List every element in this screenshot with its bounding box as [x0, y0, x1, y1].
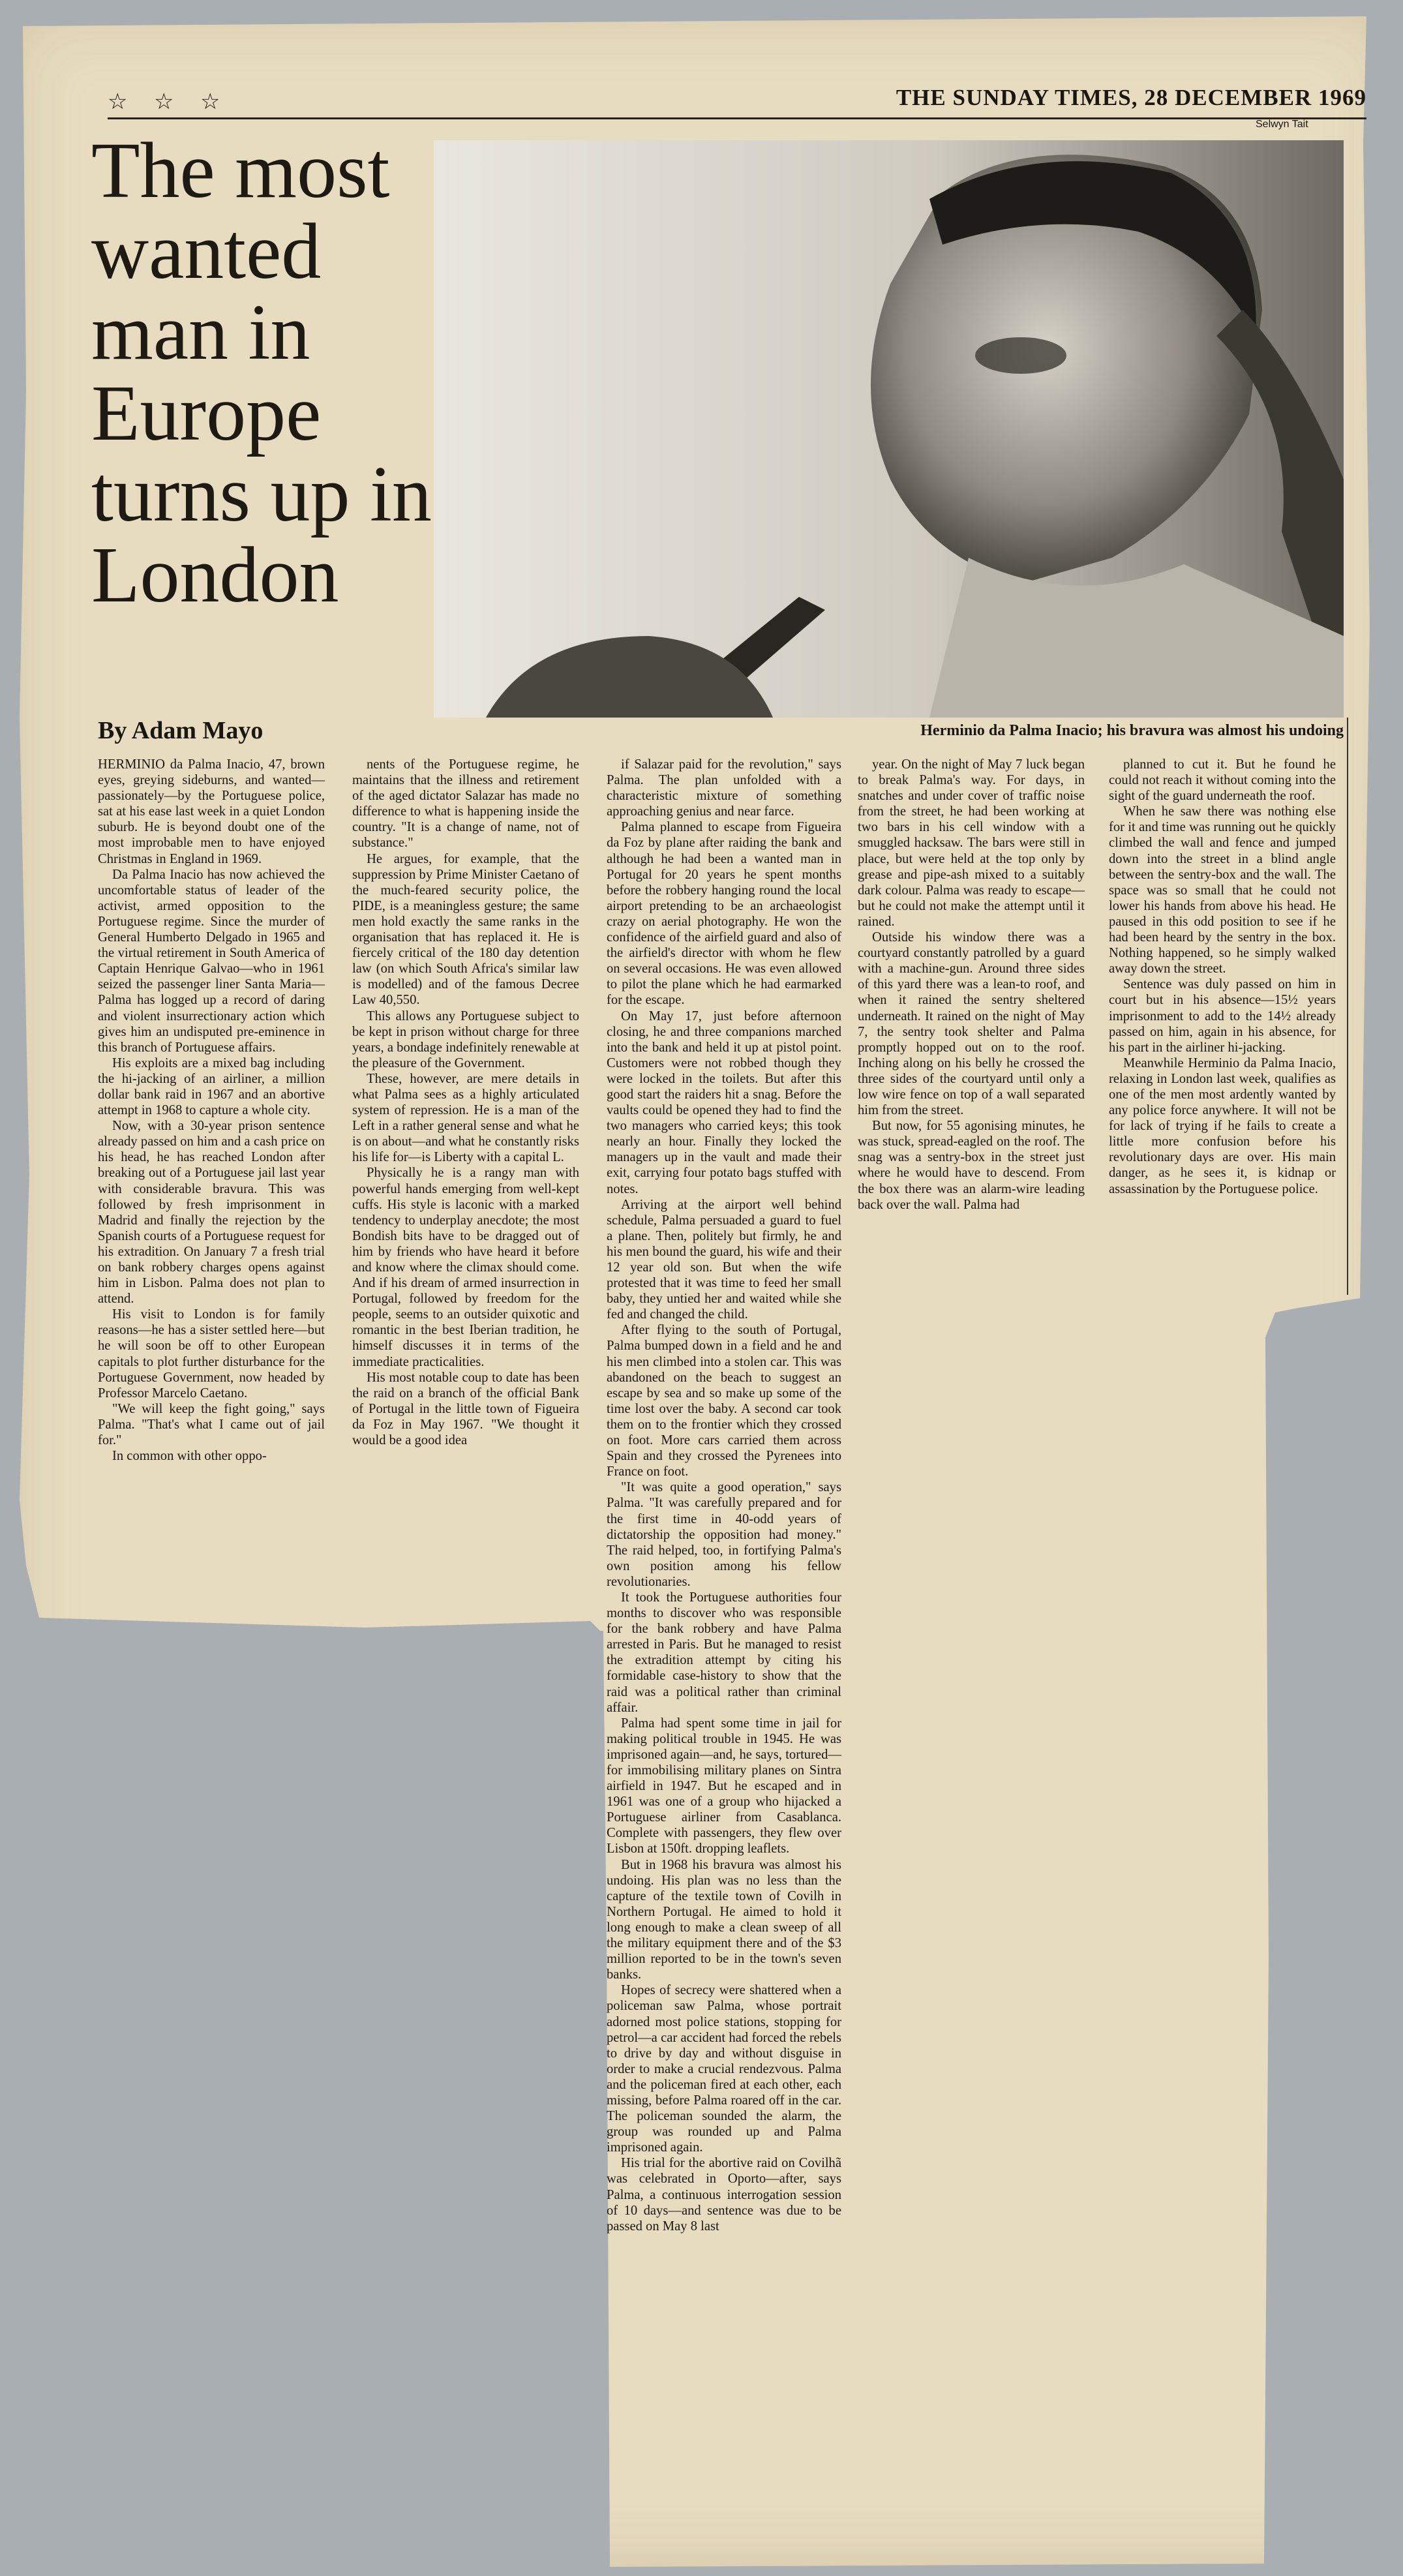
article-paragraph: if Salazar paid for the revolution," says Palma. The plan unfolded with a characteristic mixture of something approaching genius and near farce. — [607, 757, 841, 819]
portrait-photo — [434, 140, 1344, 718]
article-column-5 — [1109, 757, 1336, 1197]
article-paragraph: His visit to London is for family reasons—he has a sister settled here—but he will soon be off to other European capitals to plot further disturbance for the Portuguese Government, now headed by Professor Marcelo Caetano. — [98, 1307, 325, 1401]
article-paragraph: Physically he is a rangy man with powerful hands emerging from well-kept cuffs. His style is laconic with a marked tendency to underplay anecdote; the most Bondish bits have to be dragged out of him by friends who have heard it before and know where the climax should come. And if his dream of armed insurrection in Portugal, followed by freedom for the people, seems to an outsider quixotic and romantic in the best Iberian tradition, he himself discusses it in terms of the immediate practicalities. — [352, 1166, 579, 1369]
article-paragraph: Meanwhile Herminio da Palma Inacio, relaxing in London last week, qualifies as one of the men most ardently wanted by any police force anywhere. It will not be for lack of trying if he fails to create a little more confusion before his revolutionary days are over. His main danger, as he sees it, is kidnap or assassination by the Portuguese police. — [1109, 1055, 1336, 1196]
masthead — [108, 85, 1366, 119]
headline: The most wanted man in Europe turns up in London — [91, 127, 432, 619]
article-paragraph: Da Palma Inacio has now achieved the uncomfortable status of leader of the activist, armed opposition to the Portuguese regime. Since the murder of General Humberto Delgado in 1965 and the virtual retirement in South America of Captain Henrique Galvao—who in 1961 seized the passenger liner Santa Maria—Palma has logged up a record of daring and violent insurrectionary action which gives him an undisputed pre-eminence in this branch of Portuguese affairs. — [98, 867, 325, 1055]
article-paragraph: year. On the night of May 7 luck began to break Palma's way. For days, in snatches and under cover of traffic noise from the street, he had been working at two bars in his cell window with a smuggled hacksaw. The bars were still in place, but were held at the top only by grease and pipe-ash mixed to a suitably dark colour. Palma was ready to escape—but he could not make the attempt until it rained. — [858, 757, 1085, 929]
column-rule — [1347, 718, 1348, 1295]
portrait-image — [434, 140, 1344, 718]
article-paragraph: Sentence was duly passed on him in court but in his absence—15½ years imprisonment to add to the 14½ already passed on him, again in his absence, for his part in the airliner hi-jacking. — [1109, 977, 1336, 1055]
article-paragraph: Hopes of secrecy were shattered when a policeman saw Palma, whose portrait adorned most police stations, stopping for petrol—a car accident had forced the rebels to drive by day and without disguise in order to make a crucial rendezvous. Palma and the policeman fired at each other, each missing, before Palma roared off in the car. The policeman sounded the alarm, the group was rounded up and Palma imprisoned again. — [607, 1983, 841, 2155]
article-paragraph: In common with other oppo- — [112, 1449, 267, 1464]
article-paragraph: These, however, are mere details in what Palma sees as a highly articulated system of repression. He is a man of the Left in a rather general sense and what he is on about—and what he constantly risks his life for—is Liberty with a capital L. — [352, 1071, 579, 1165]
article-paragraph: Palma had spent some time in jail for making political trouble in 1945. He was imprisoned again—and, he says, tortured—for immobilising military planes on Sintra airfield in 1947. But he escaped and in 1961 was one of a group who hijacked a Portuguese airliner from Casablanca. Complete with passengers, they flew over Lisbon at 150ft. dropping leaflets. — [607, 1716, 841, 1856]
article-paragraph: Now, with a 30-year prison sentence already passed on him and a cash price on his head, he has reached London after breaking out of a Portuguese jail last year with considerable bravura. This was followed by fresh imprisonment in Madrid and finally the rejection by the Spanish courts of a Portuguese request for his extradition. On January 7 a fresh trial on bank robbery charges opens against him in Lisbon. Palma does not plan to attend. — [98, 1119, 325, 1307]
article-paragraph: nents of the Portuguese regime, he maintains that the illness and retirement of the aged dictator Salazar has made no difference to what is happening inside the country. "It is a change of name, not of substance." — [352, 757, 579, 851]
article-column-1 — [98, 757, 325, 1464]
article-paragraph: It took the Portuguese authorities four months to discover who was responsible for the bank robbery and have Palma arrested in Paris. But he managed to resist the extradition attempt by citing his formidable case-history to show that the raid was a political rather than criminal affair. — [607, 1590, 841, 1715]
edition-stars: ☆ ☆ ☆ — [108, 90, 231, 114]
article-paragraph: On May 17, just before afternoon closing, he and three companions marched into the bank and held it up at pistol point. Customers were not robbed though they were locked in the toilets. But after this good start the raiders hit a snag. Before the vaults could be opened they had to find the two managers who carried keys; this took nearly an hour. Finally they locked the managers up in the vault and made their exit, carrying four potato bags stuffed with notes. — [607, 1008, 841, 1196]
article-paragraph: This allows any Portuguese subject to be kept in prison without charge for three years, a bondage indefinitely renewable at the pleasure of the Government. — [352, 1008, 579, 1070]
byline: By Adam Mayo — [98, 717, 264, 744]
article-paragraph: He argues, for example, that the suppression by Prime Minister Caetano of the much-feared security police, the PIDE, is a meaningless gesture; the same men hold exactly the same ranks in the organisation that has replaced it. He is fiercely critical of the 180 day detention law (on which South Africa's similar law is modelled) and of the famous Decree Law 40,550. — [352, 851, 579, 1008]
article-paragraph: When he saw there was nothing else for it and time was running out he quickly climbed the wall and fence and jumped down into the street in a blind angle between the sentry-box and the wall. The space was so small that he could not lower his hands from above his head. He paused in this odd position to see if he had been heard by the sentry in the box. Nothing happened, so he simply walked away down the street. — [1109, 804, 1336, 977]
article-paragraph: HERMINIO da Palma Inacio, 47, brown eyes, greying sideburns, and wanted—passionately—by the Portuguese police, sat at his ease last week in a quiet London suburb. He is beyond doubt one of the most improbable men to have enjoyed Christmas in England in 1969. — [98, 757, 325, 866]
photo-caption: Herminio da Palma Inacio; his bravura was almost his undoing — [920, 722, 1344, 739]
article-paragraph: Arriving at the airport well behind schedule, Palma persuaded a guard to fuel a plane. Then, politely but firmly, he and his men bound the guard, his wife and their 12 year old son. But when the wife protested that it was time to feed her small baby, they untied her and waited while she fed and changed the child. — [607, 1197, 841, 1322]
article-paragraph: After flying to the south of Portugal, Palma bumped down in a field and he and his men climbed into a stolen car. This was abandoned on the beach to suggest an escape by sea and so make up some of the time lost over the baby. A second car took them on to the frontier which they crossed on foot. More cars carried them across Spain and they crossed the Pyrenees into France on foot. — [607, 1323, 841, 1479]
article-paragraph: His exploits are a mixed bag including the hi-jacking of an airliner, a million dollar bank raid in 1967 and an abortive attempt in 1968 to capture a whole city. — [98, 1055, 325, 1118]
newspaper-dateline: THE SUNDAY TIMES, 28 DECEMBER 1969 — [896, 85, 1366, 110]
article-paragraph: "It was quite a good operation," says Palma. "It was carefully prepared and for the first time in 40-odd years of dictatorship the opposition had money." The raid helped, too, in fortifying Palma's own position among his fellow revolutionaries. — [607, 1480, 841, 1589]
article-column-3 — [607, 757, 841, 2234]
article-paragraph: "We will keep the fight going," says Palma. "That's what I came out of jail for." — [98, 1401, 325, 1448]
article-paragraph: Palma planned to escape from Figueira da Foz by plane after raiding the bank and although he had been a wanted man in Portugal for 20 years he spent months before the robbery hanging round the local airport pretending to be an archaeologist crazy on aerial photography. He won the confidence of the airfield guard and also of the airfield's director with whom he flew on several occasions. He was even allowed to pilot the plane which he had earmarked for the escape. — [607, 820, 841, 1008]
article-paragraph: His trial for the abortive raid on Covilhã was celebrated in Oporto—after, says Palma, a continuous interrogation session of 10 days—and sentence was due to be passed on May 8 last — [607, 2156, 841, 2234]
article-paragraph: But in 1968 his bravura was almost his undoing. His plan was no less than the capture of the textile town of Covilh in Northern Portugal. He aimed to hold it long enough to make a clean sweep of all the military equipment there and of the $3 million reported to be in the town's seven banks. — [607, 1857, 841, 1982]
article-paragraph: Outside his window there was a courtyard constantly patrolled by a guard with a machine-gun. Around three sides of this yard there was a lean-to roof, and when it rained the sentry sheltered underneath. It rained on the night of May 7, the sentry took shelter and Palma promptly hopped out on to the roof. Inching along on his belly he crossed the three sides of the courtyard until only a low wire fence on top of a wall separated him from the street. — [858, 930, 1085, 1118]
article-paragraph: But now, for 55 agonising minutes, he was stuck, spread-eagled on the roof. The snag was a sentry-box in the street just where he would have to descend. From the box there was an alarm-wire leading back over the wall. Palma had — [858, 1119, 1085, 1212]
article-paragraph: planned to cut it. But he found he could not reach it without coming into the sight of the guard underneath the roof. — [1109, 757, 1336, 804]
article-column-4 — [858, 757, 1085, 1213]
article-paragraph: His most notable coup to date has been the raid on a branch of the official Bank of Portugal in the little town of Figueira da Foz in May 1967. "We thought it would be a good idea — [352, 1370, 579, 1448]
photo-credit: Selwyn Tait — [1256, 119, 1308, 130]
article-column-2 — [352, 757, 579, 1448]
